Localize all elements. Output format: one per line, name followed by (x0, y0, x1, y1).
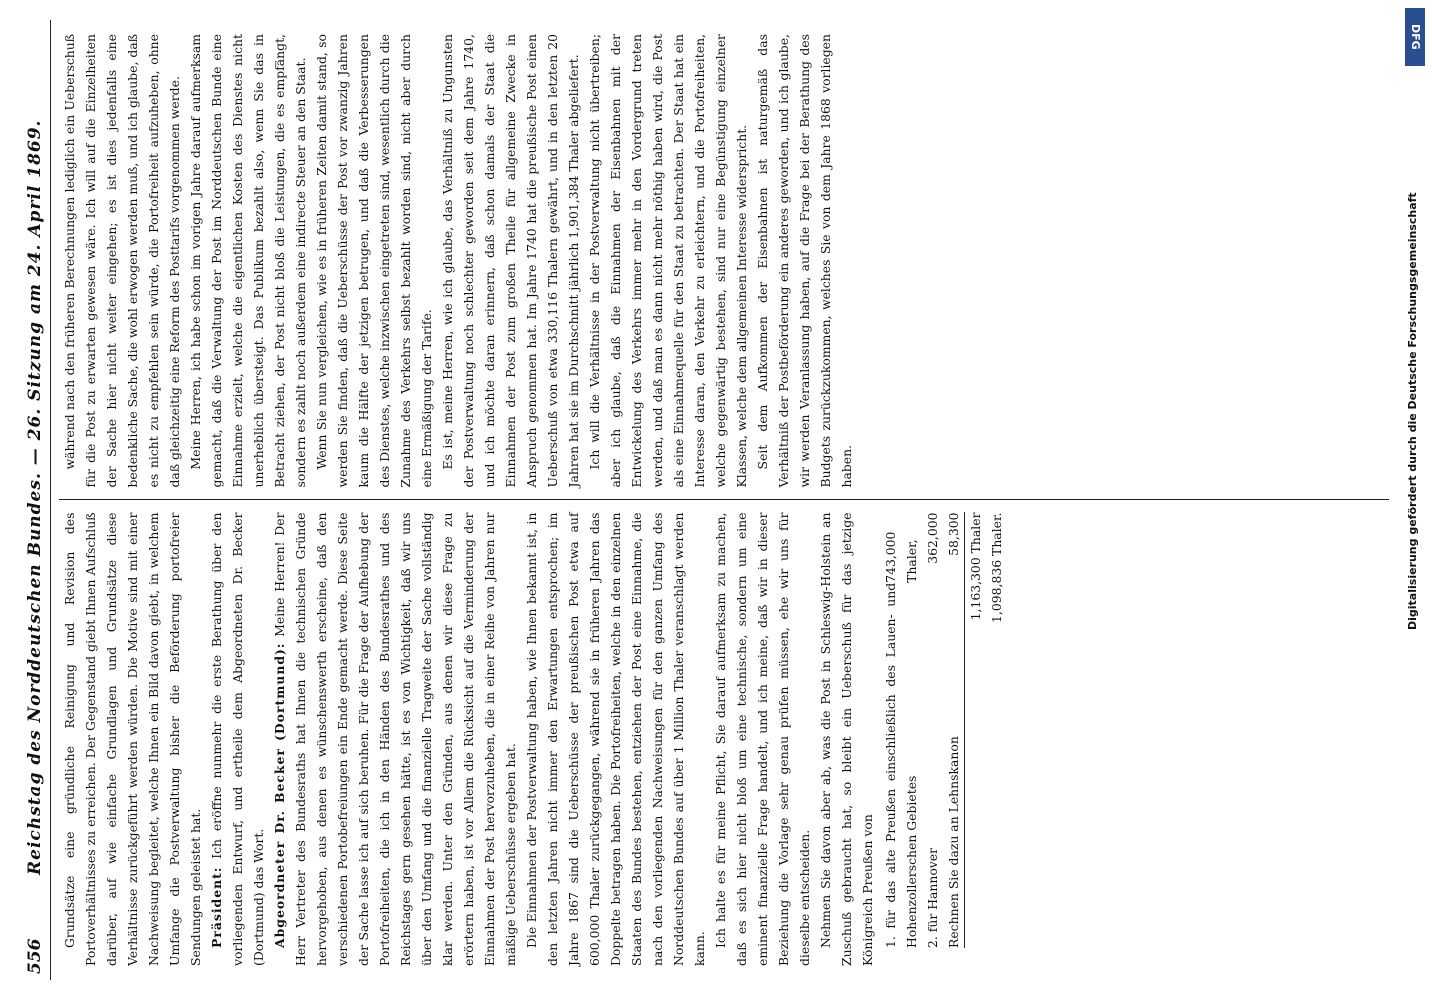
dfg-logo: DFG (1405, 8, 1425, 66)
stat-label: 2. für Hannover (925, 847, 940, 948)
rotated-page (20, 20, 1390, 980)
stat-label: Rechnen Sie dazu an Lehnskanon (946, 736, 961, 948)
paragraph: Es ist, meine Herren, wie ich glaube, das Verhältniß zu Ungunsten der Postverwaltung noch schlechter geworden seit dem Jahre 1740, und ich möchte daran erinnern, daß schon damals der Staat die Einnahmen der Post zum großen Theile für allgemeine Zwecke in Anspruch genommen hat. Im Jahre 1740 hat die preußische Post einen Ueberschuß von etwa 330,116 Thalern gewährt, und in den letzten 20 Jahren hat sie im Durchschnitt jährlich 1,901,384 Thaler abgeliefert. (440, 34, 581, 488)
stat-total: 1,098,836 Thaler. (989, 512, 1004, 623)
paragraph: Ich will die Verhältnisse in der Postverwaltung nicht übertreiben; aber ich glaube, daß die Einnahmen der Eisenbahnen mit der Entwickelung des Verkehrs immer mehr in den Vordergrund treten werden, und daß man es dann nicht mehr nöthig haben wird, die Post als eine Einnahmequelle für den Staat zu betrachten. Der Staat hat ein Interesse daran, den Verkehr zu erleichtern, und die Portofreiheiten, welche gegenwärtig bestehen, sind nur eine Begünstigung einzelner Klassen, welche dem allgemeinen Interesse widerspricht. (587, 34, 749, 488)
paragraph: Meine Herren, ich habe schon im vorigen Jahre darauf aufmerksam gemacht, daß die Verwaltung der Post im Norddeutschen Bunde eine Einnahme erzielt, welche die eigentlichen Kosten des Dienstes nicht unerheblich übersteigt. Das Publikum bezahlt also, wenn Sie das in Betracht ziehen, der Post nicht bloß die Leistungen, die es empfängt, sondern es zahlt noch außerdem eine indirecte Steuer an den Staat. (188, 34, 308, 488)
stat-value: 743,000 Thaler, (883, 531, 919, 583)
stat-row (922, 513, 943, 949)
speaker-name: Abgeordneter Dr. Becker (Dortmund): (272, 642, 287, 948)
statistics-table (880, 513, 1007, 949)
stat-sum: 1,163,300 Thaler (964, 513, 986, 949)
paragraph (206, 513, 269, 967)
paragraph: Seit dem Aufkommen der Eisenbahnen ist naturgemäß das Verhältniß der Postbeförderung ein anderes geworden, und ich glaube, wir werden Veranlassung haben, auf die Frage bei der Berathung des Budgets zurückzukommen, welches Sie von dem Jahre 1868 vorliegen haben. (755, 34, 854, 488)
speech-text: Meine Herren! Der Herr Vertreter des Bundesraths hat Ihnen die technischen Gründe hervorgehoben, aus denen es wünschenswerth erscheine, daß den verschiedenen Portobefreiungen ein Ende gemacht werde. Diese Seite der Sache lasse ich auf sich beruhen. Für die Frage der Aufhebung der Portofreiheiten, die ich in den Händen des Bundesrathes und des Reichstages gern gesehen hätte, ist es von Wichtigkeit, daß wir uns über den Umfang und die finanzielle Tragweite der Sache vollständig klar werden. Unter den Gründen, aus denen wir diese Frage zu erörtern haben, ist vor Allem die Rücksicht auf die Verminderung der Einnahmen der Post hervorzuheben, die in einer Reihe von Jahren nur mäßige Ueberschüsse ergeben hat. (272, 512, 518, 966)
paragraph: Grundsätze eine gründliche Reinigung und Revision des Portoverhältnisses zu erreichen. Der Gegenstand giebt Ihnen Aufschluß darüber, auf wie einfache Grundlagen und Grundsätze diese Verhältnisse zurückgeführt werden würden. Die Motive sind mit einer Nachweisung begleitet, welche Ihnen ein Bild davon giebt, in welchem Umfange die Postverwaltung bisher die Beförderung portofreier Sendungen geleistet hat. (62, 512, 203, 966)
running-title: Reichstag des Norddeutschen Bundes. — 26. Sitzung am 24. April 1869. (25, 119, 45, 875)
stat-row (880, 513, 922, 949)
stat-value: 58,300 (946, 512, 961, 556)
speech-text: Ich eröffne nunmehr die erste Berathung über den vorliegenden Entwurf, und ertheile dem Abgeordneten Dr. Becker (Dortmund) das Wort. (209, 512, 266, 966)
page-number: 556 (25, 938, 45, 974)
right-column (59, 24, 1389, 498)
column-rule (59, 500, 1389, 501)
paragraph: während nach den früheren Berechnungen lediglich ein Ueberschuß für die Post zu erwarten gewesen wäre. Ich will auf die Einzelheiten der Sache hier nicht weiter eingehen; es ist dies jedenfalls eine bedenkliche Sache, die wohl erwogen werden muß, und ich glaube, daß es nicht zu empfehlen sein würde, die Portofreiheit aufzuheben, ohne daß gleichzeitig eine Reform des Posttarifs vorgenommen werde. (62, 34, 182, 488)
page-header (20, 20, 51, 980)
stat-label: 1. für das alte Preußen einschließlich des Lauen- und Hohenzollerschen Gebietes (883, 582, 919, 948)
text-columns (51, 20, 1389, 980)
paragraph: Die Einnahmen der Postverwaltung haben, wie Ihnen bekannt ist, in den letzten Jahren nicht immer den Erwartungen entsprochen; im Jahre 1867 sind die Ueberschüsse der preußischen Post etwa auf 600,000 Thaler zurückgegangen, während sie in früheren Jahren das Doppelte betragen haben. Die Portofreiheiten, welche in den einzelnen Staaten des Bundes bestehen, entziehen der Post eine Einnahme, die nach den vorliegenden Nachweisungen für den ganzen Umfang des Norddeutschen Bundes auf über 1 Million Thaler veranschlagt werden kann. (524, 512, 707, 966)
digitization-credit (1402, 0, 1428, 1000)
paragraph (269, 513, 521, 967)
speaker-name: Präsident: (209, 866, 224, 948)
paragraph: Wenn Sie nun vergleichen, wie es in früheren Zeiten damit stand, so werden Sie finden, daß die Ueberschüsse der Post vor zwanzig Jahren kaum die Hälfte der jetzigen betrugen, und daß die Verbesserungen des Dienstes, welche inzwischen eingetreten sind, wesentlich durch die Zunahme des Verkehrs selbst bezahlt worden sind, nicht aber durch eine Ermäßigung der Tarife. (314, 34, 434, 488)
credit-text: Digitalisierung gefördert durch die Deutsche Forschungsgemeinschaft (1406, 192, 1419, 630)
stat-row (943, 513, 964, 949)
stat-value: 362,000 (925, 512, 940, 564)
left-column (59, 503, 1389, 977)
paragraph: Nehmen Sie davon aber ab, was die Post in Schleswig-Holstein an Zuschuß gebraucht hat, so bleibt ein Ueberschuß für das jetzige Königreich Preußen von (818, 512, 875, 966)
paragraph: Ich halte es für meine Pflicht, Sie darauf aufmerksam zu machen, daß es sich hier nicht bloß um eine technische, sondern um eine eminent finanzielle Frage handelt, und ich meine, daß wir in dieser Beziehung die Vorlage sehr genau prüfen müssen, ehe wir uns für dieselbe entscheiden. (713, 512, 812, 966)
